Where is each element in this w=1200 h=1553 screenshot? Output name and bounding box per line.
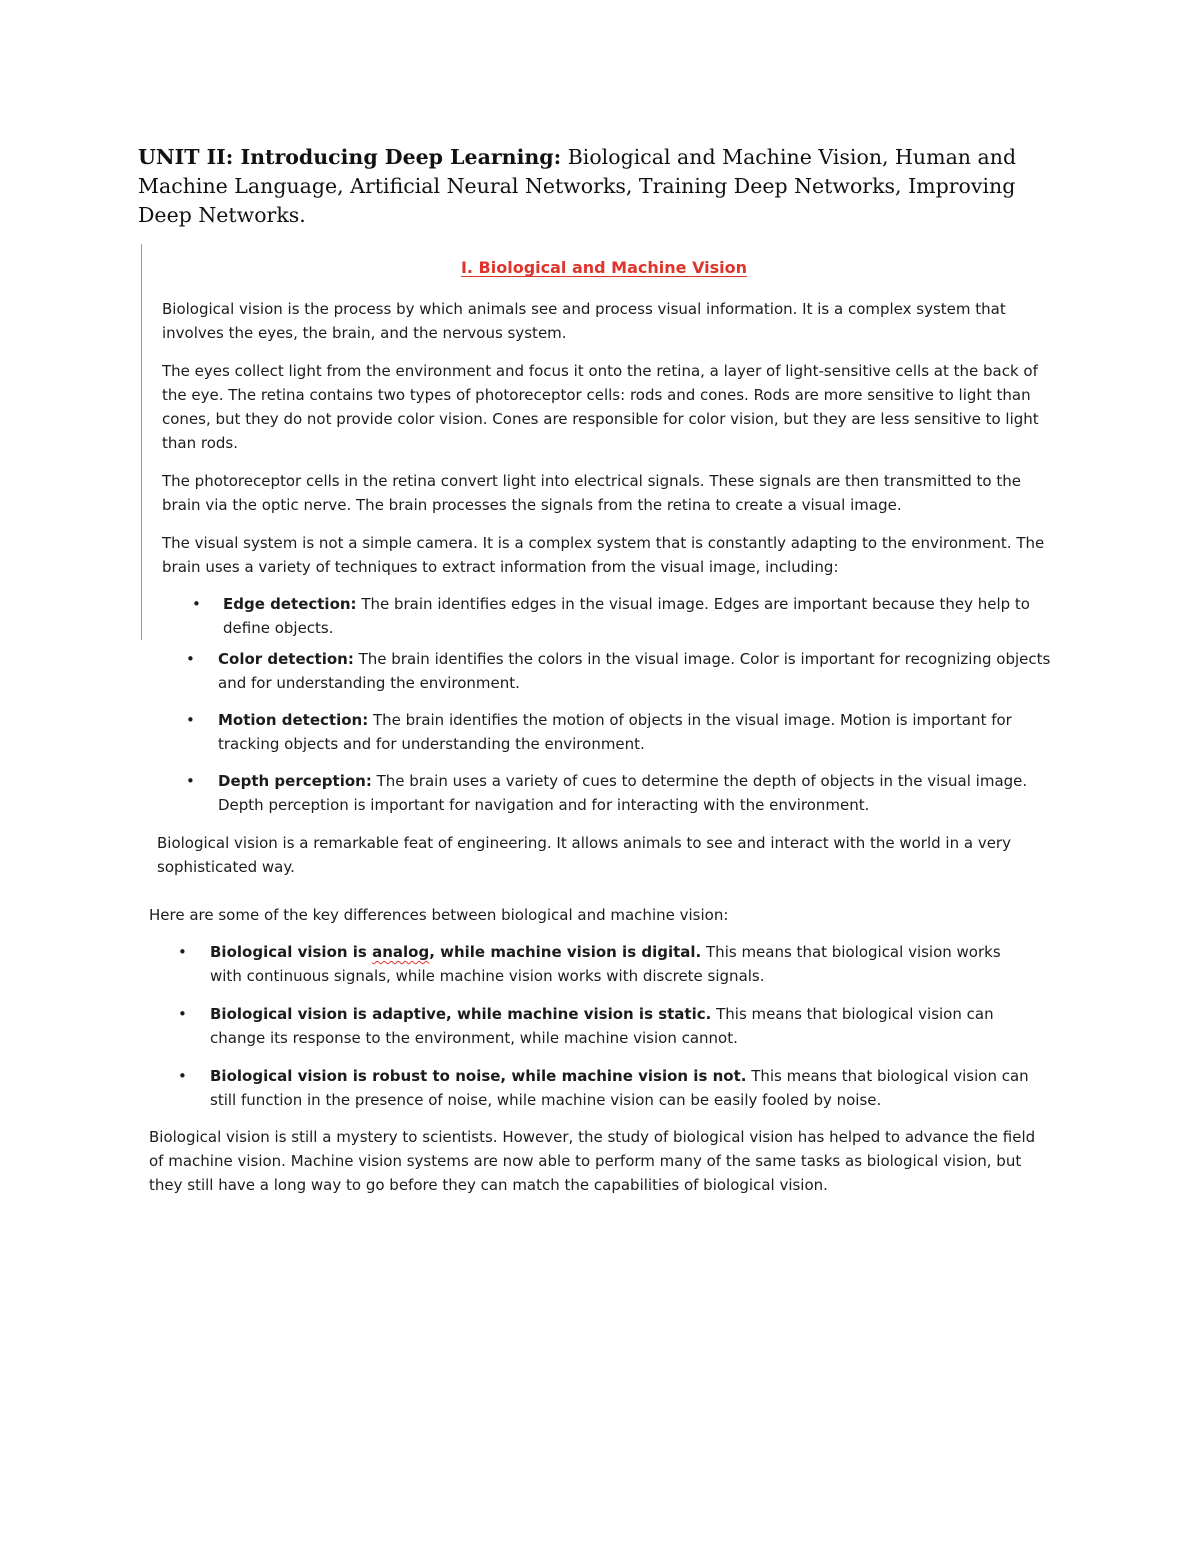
bullet-icon: • — [186, 711, 195, 729]
difference-desc: This means that biological vision can change its response to the environment, while machine vision cannot. — [210, 1005, 994, 1047]
unit-label: UNIT II: Introducing Deep Learning: — [138, 145, 562, 169]
paragraph-conclusion: Biological vision is still a mystery to scientists. However, the study of biological vision has helped to advance the field of machine vision. Machine vision systems are now able to perform many of the same tasks as biological vision, but they still have a long way to go before they can match the capabilities of biological vision. — [149, 1128, 1036, 1194]
difference-term: Biological vision is robust to noise, while machine vision is not. — [210, 1067, 747, 1085]
difference-desc: This means that biological vision works with continuous signals, while machine vision works with discrete signals. — [210, 943, 1001, 985]
technique-text — [218, 708, 1053, 756]
margin-bar — [141, 244, 142, 640]
technique-text — [218, 769, 1053, 817]
difference-term: Biological vision is adaptive, while machine vision is static. — [210, 1005, 712, 1023]
paragraph-eyes: The eyes collect light from the environment and focus it onto the retina, a layer of light-sensitive cells at the back of the eye. The retina contains two types of photoreceptor cells: rods and cones. Rods are more sensitive to light than cones, but they do not provide color vision. Cones are responsible for color vision, but they are less sensitive to light than rods. — [162, 362, 1039, 452]
technique-desc: The brain identifies the motion of objects in the visual image. Motion is important for tracking objects and for understanding the environment. — [218, 711, 1012, 753]
bullet-icon: • — [178, 1005, 187, 1023]
paragraph-photoreceptors: The photoreceptor cells in the retina convert light into electrical signals. These signals are then transmitted to the brain via the optic nerve. The brain processes the signals from the retina to create a visual image. — [162, 472, 1021, 514]
difference-term-pre: Biological vision is — [210, 943, 373, 961]
paragraph-visual-system: The visual system is not a simple camera. It is a complex system that is constantly adapting to the environment. The brain uses a variety of techniques to extract information from the visual image, including: — [162, 534, 1045, 576]
bullet-icon: • — [178, 1067, 187, 1085]
technique-text — [218, 647, 1053, 695]
paragraph-intro: Biological vision is the process by which animals see and process visual information. It is a complex system that involves the eyes, the brain, and the nervous system. — [162, 300, 1006, 342]
bullet-icon: • — [178, 943, 187, 961]
technique-desc: The brain identifies edges in the visual image. Edges are important because they help to define objects. — [223, 595, 1030, 637]
difference-text — [210, 940, 1025, 988]
technique-desc: The brain uses a variety of cues to determine the depth of objects in the visual image. Depth perception is important for navigation and for interacting with the environment. — [218, 772, 1028, 814]
difference-text — [210, 1002, 1025, 1050]
technique-desc: The brain identifies the colors in the visual image. Color is important for recognizing objects and for understanding the environment. — [218, 650, 1051, 692]
difference-term — [210, 943, 701, 961]
bullet-icon: • — [192, 595, 201, 613]
bullet-icon: • — [186, 650, 195, 668]
technique-term: Color detection: — [218, 650, 354, 668]
technique-term: Edge detection: — [223, 595, 357, 613]
spellcheck-word: analog — [372, 943, 430, 961]
section-title: I. Biological and Machine Vision — [460, 258, 748, 277]
difference-term-post: , while machine vision is digital. — [429, 943, 702, 961]
technique-term: Motion detection: — [218, 711, 369, 729]
difference-desc: This means that biological vision can still function in the presence of noise, while machine vision can be easily fooled by noise. — [210, 1067, 1029, 1109]
difference-text — [210, 1064, 1040, 1112]
unit-topics: Biological and Machine Vision, Human and Machine Language, Artificial Neural Networks, Training Deep Networks, Improving Deep Networks. — [138, 145, 1017, 227]
unit-heading — [138, 143, 1068, 230]
bullet-icon: • — [186, 772, 195, 790]
paragraph-differences-intro: Here are some of the key differences between biological and machine vision: — [149, 906, 729, 924]
paragraph-remarkable: Biological vision is a remarkable feat of engineering. It allows animals to see and interact with the world in a very sophisticated way. — [157, 834, 1011, 876]
technique-text — [223, 592, 1053, 640]
technique-term: Depth perception: — [218, 772, 372, 790]
